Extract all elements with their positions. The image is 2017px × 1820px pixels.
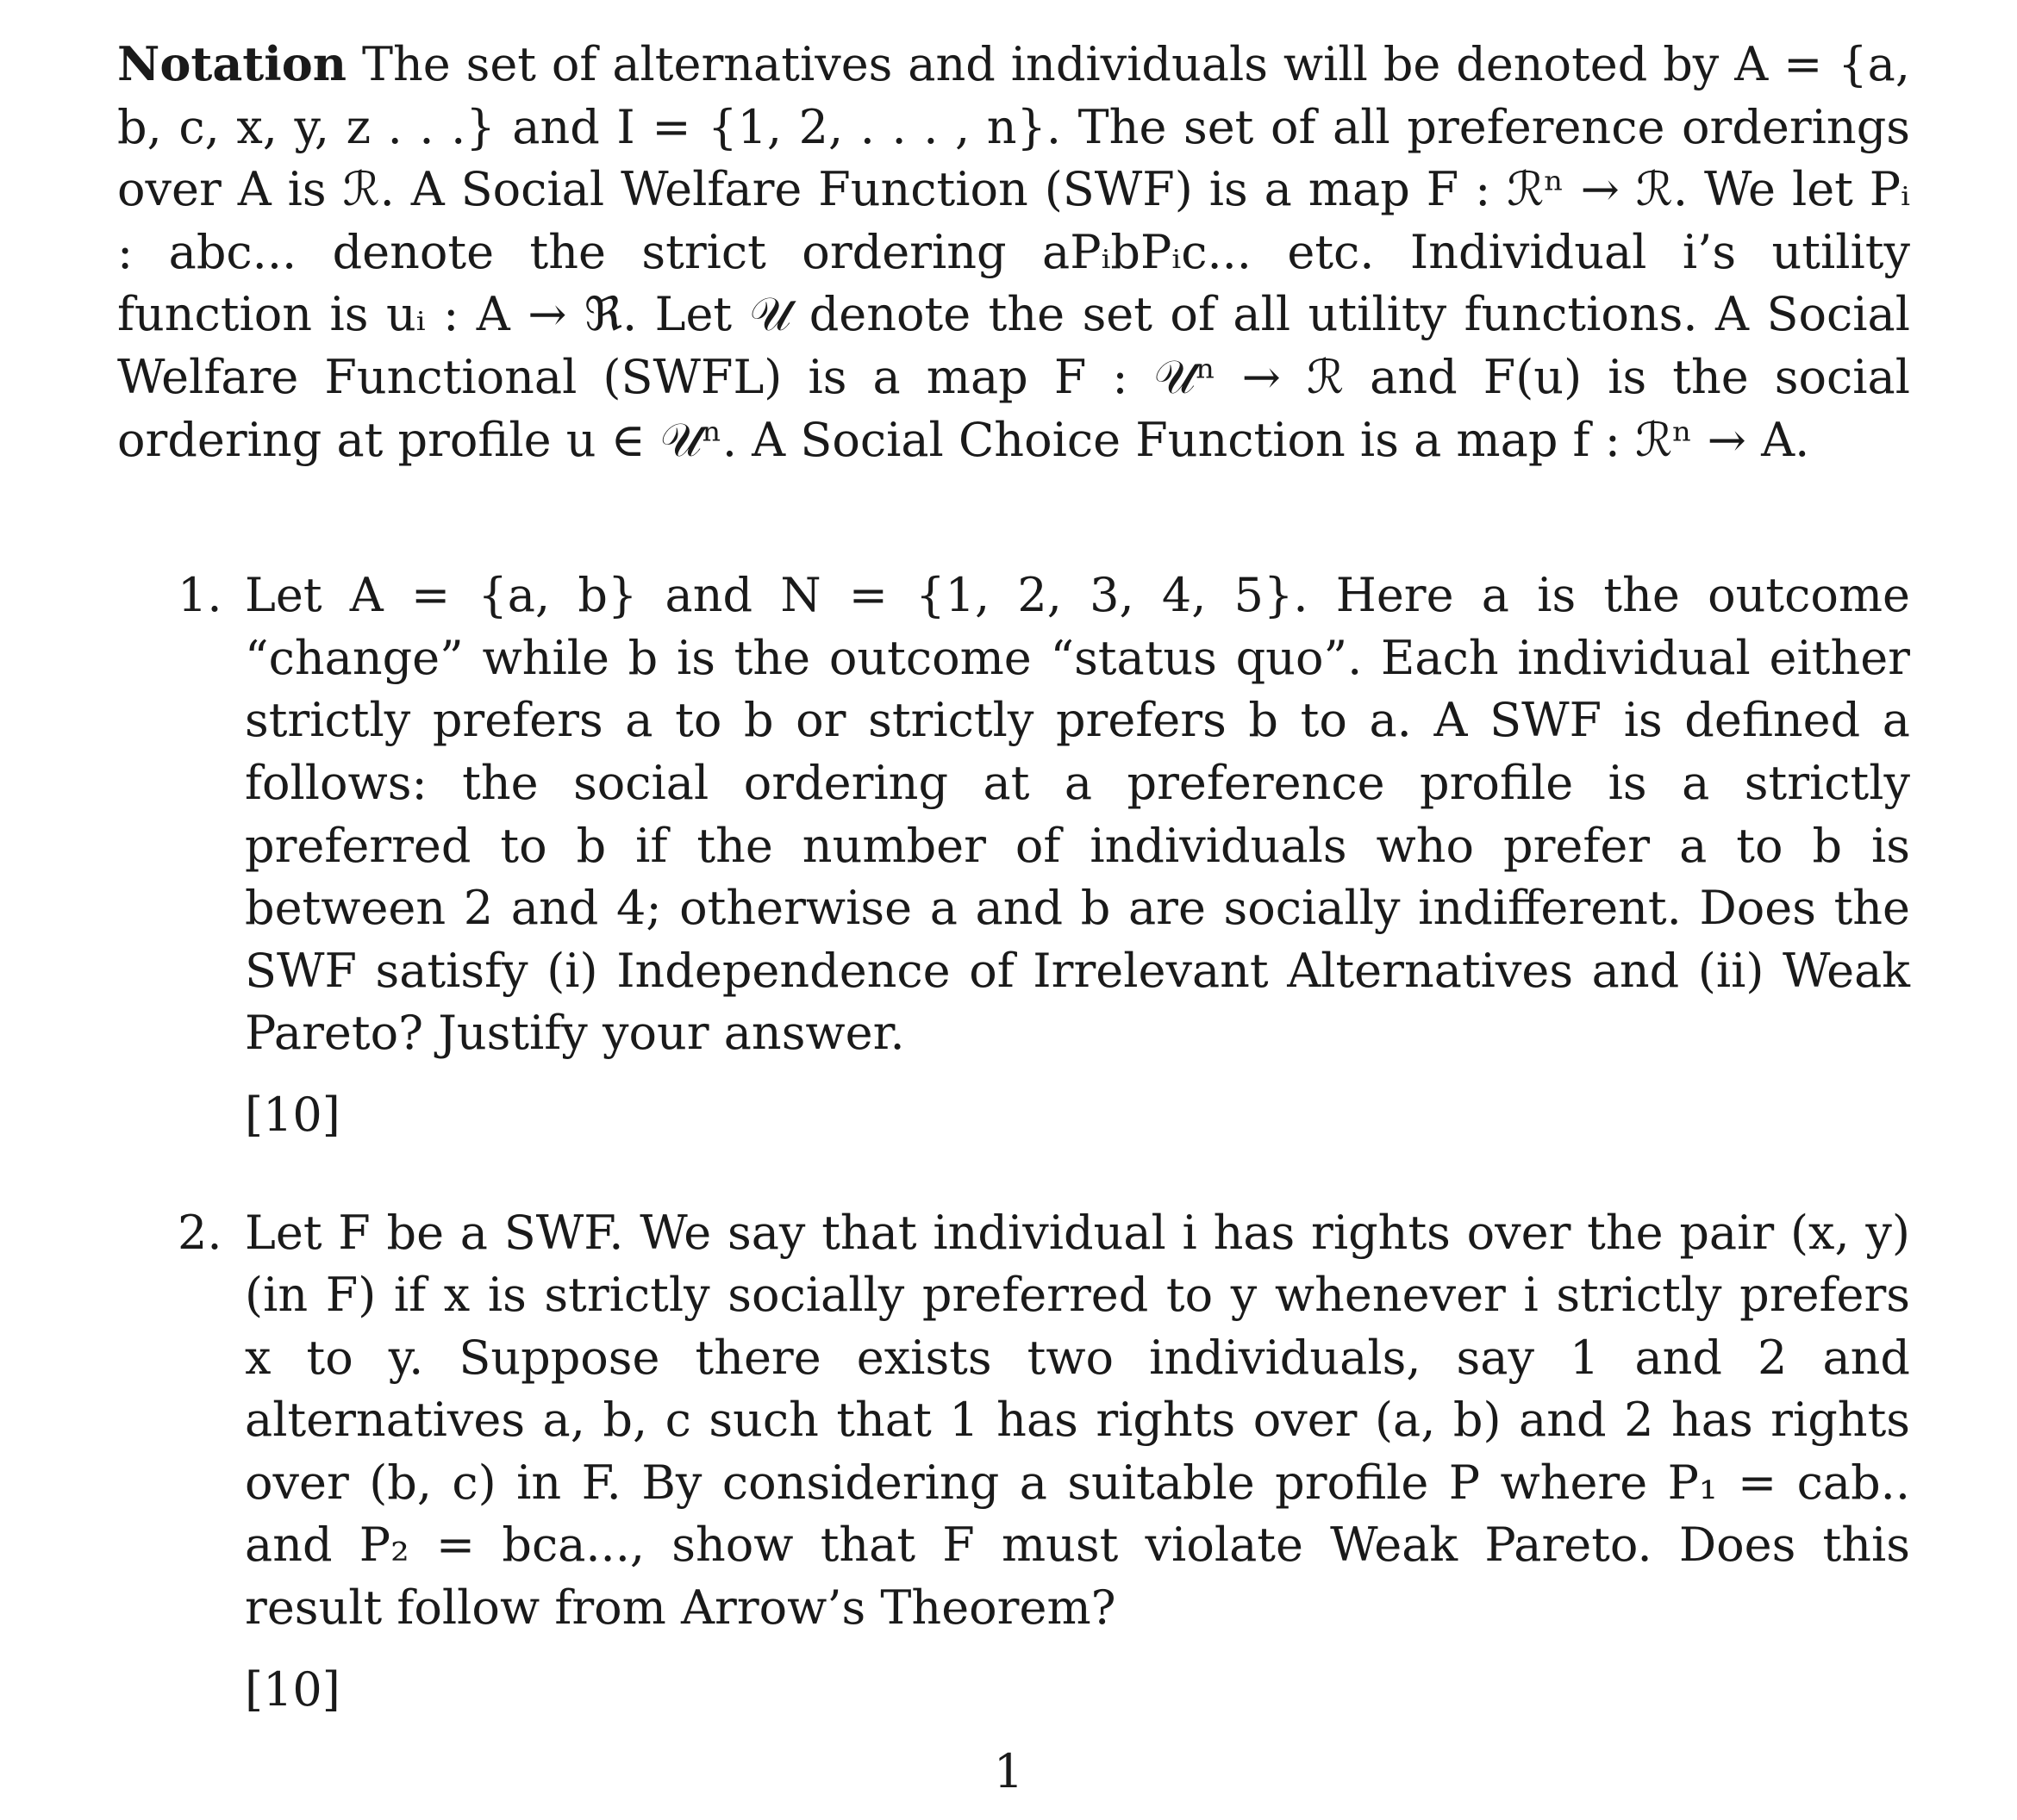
- question-2-text: Let F be a SWF. We say that individual i has rights over the pair (x, y) (in F) if x is strictly socially preferred to y whenever i strictly prefers x to y. Suppose there exists two individuals, say 1 and 2 and alternatives a, b, c such that 1 has rights over (a, b) and 2 has rights over (b, c) in F. By considering a suitable profile P where P₁ = cab.. and P₂ = bca..., show that F must violate Weak Pareto. Does this result follow from Arrow’s Theorem?: [245, 1205, 1910, 1636]
- question-1: [117, 564, 1910, 1146]
- document-page: [117, 33, 1910, 1776]
- notation-paragraph: [117, 33, 1910, 471]
- question-2-number: 2.: [178, 1205, 222, 1260]
- notation-text: The set of alternatives and individuals will be denoted by A = {a, b, c, x, y, z . . .} and I = {1, 2, . . . , n}. The set of all preference orderings over A is ℛ. A Social Welfare Function (SWF) is a map F : ℛⁿ → ℛ. We let Pᵢ : abc... denote the strict ordering aPᵢbPᵢc... etc. Individual i’s utility function is uᵢ : A → ℜ. Let 𝒰 denote the set of all utility functions. A Social Welfare Functional (SWFL) is a map F : 𝒰ⁿ → ℛ and F(u) is the social ordering at profile u ∈ 𝒰ⁿ. A Social Choice Function is a map f : ℛⁿ → A.: [117, 37, 1910, 467]
- notation-heading: Notation: [117, 36, 347, 91]
- page-number: 1: [993, 1744, 1024, 1798]
- question-2: [117, 1202, 1910, 1722]
- question-1-marks: [10]: [245, 1087, 340, 1142]
- question-1-text: Let A = {a, b} and N = {1, 2, 3, 4, 5}. Here a is the outcome “change” while b is the outcome “status quo”. Each individual either strictly prefers a to b or strictly prefers b to a. A SWF is defined a follows: the social ordering at a preference profile is a strictly preferred to b if the number of individuals who prefer a to b is between 2 and 4; otherwise a and b are socially indifferent. Does the SWF satisfy (i) Independence of Irrelevant Alternatives and (ii) Weak Pareto? Justify your answer.: [245, 568, 1910, 1061]
- question-2-marks: [10]: [245, 1661, 340, 1717]
- question-1-number: 1.: [178, 568, 222, 623]
- question-list: [117, 564, 1910, 1721]
